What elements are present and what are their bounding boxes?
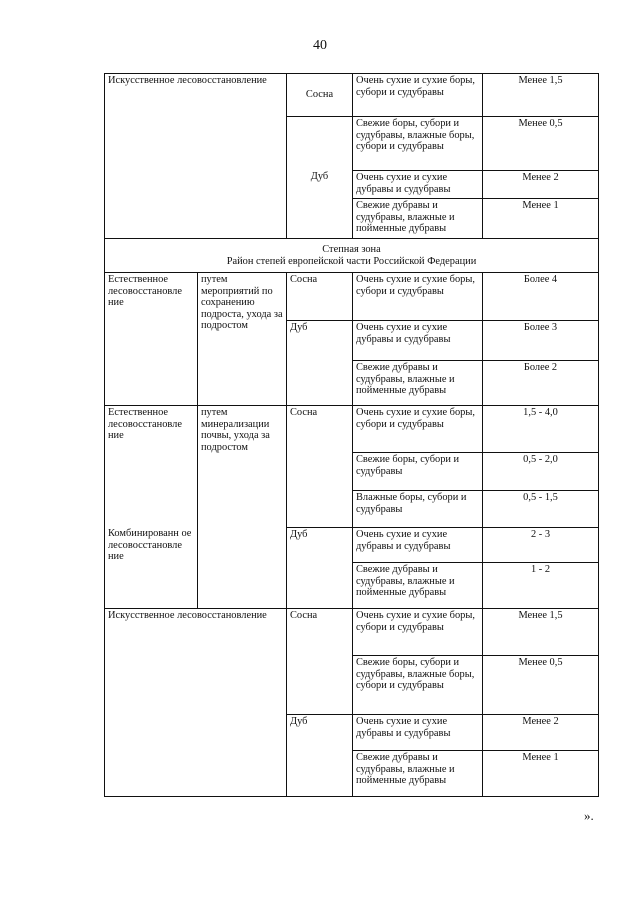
species-cell: Дуб — [287, 528, 353, 609]
value-cell: Менее 0,5 — [483, 656, 599, 715]
species-cell: Сосна — [287, 609, 353, 715]
species-cell — [287, 117, 353, 239]
measure-cell: путем минерализации почвы, ухода за подростом — [198, 406, 287, 609]
value-cell: Менее 1 — [483, 199, 599, 239]
forest-type-cell: Влажные боры, субори и судубравы — [353, 491, 483, 528]
method-label-combined: Комбинированн ое лесовосстановле ние — [108, 528, 192, 563]
value-cell: 0,5 - 2,0 — [483, 453, 599, 491]
value-cell: 0,5 - 1,5 — [483, 491, 599, 528]
species-cell: Сосна — [287, 74, 353, 117]
forest-type-cell: Очень сухие и сухие дубравы и судубравы — [353, 715, 483, 751]
method-label: Естественное лесовосстановле ние — [108, 407, 182, 442]
page-number: 40 — [313, 38, 327, 53]
value-cell: Менее 2 — [483, 715, 599, 751]
forest-type-cell: Свежие боры, субори и судубравы, влажные боры, субори и судубравы — [353, 117, 483, 171]
zone-title: Степная зона — [322, 243, 381, 255]
method-cell: Искусственное лесовосстановление — [105, 609, 287, 797]
value-cell: 1 - 2 — [483, 563, 599, 609]
method-cell — [105, 406, 198, 609]
value-cell: Менее 0,5 — [483, 117, 599, 171]
forest-type-cell: Свежие дубравы и судубравы, влажные и пойменные дубравы — [353, 361, 483, 406]
table-row — [105, 273, 599, 321]
method-cell: Естественное лесовосстановле ние — [105, 273, 198, 406]
forest-type-cell: Свежие дубравы и судубравы, влажные и пойменные дубравы — [353, 199, 483, 239]
value-cell: Менее 2 — [483, 171, 599, 199]
value-cell: Более 2 — [483, 361, 599, 406]
species-label: Дуб — [310, 171, 329, 183]
forest-type-cell: Очень сухие и сухие дубравы и судубравы — [353, 321, 483, 361]
forest-type-cell: Очень сухие и сухие боры, субори и судубравы — [353, 609, 483, 656]
forest-type-cell: Свежие боры, субори и судубравы, влажные боры, субори и судубравы — [353, 656, 483, 715]
value-cell: Более 4 — [483, 273, 599, 321]
species-cell: Сосна — [287, 273, 353, 321]
value-cell: Менее 1,5 — [483, 74, 599, 117]
table-row — [105, 74, 599, 117]
method-cell: Искусственное лесовосстановление — [105, 74, 287, 239]
table-row — [105, 609, 599, 656]
zone-subtitle: Район степей европейской части Российской Федерации — [226, 255, 477, 267]
forest-type-cell: Очень сухие и сухие боры, субори и судубравы — [353, 273, 483, 321]
forest-type-cell: Свежие боры, субори и судубравы — [353, 453, 483, 491]
value-cell: Менее 1 — [483, 751, 599, 797]
closing-quote: ». — [584, 808, 594, 823]
forest-type-cell: Очень сухие и сухие боры, субори и судубравы — [353, 406, 483, 453]
species-cell: Дуб — [287, 715, 353, 797]
value-cell: Более 3 — [483, 321, 599, 361]
forest-type-cell: Очень сухие и сухие дубравы и судубравы — [353, 528, 483, 563]
regulation-table — [104, 73, 599, 797]
table-row — [105, 406, 599, 453]
species-cell: Сосна — [287, 406, 353, 528]
value-cell: 2 - 3 — [483, 528, 599, 563]
value-cell: 1,5 - 4,0 — [483, 406, 599, 453]
species-cell: Дуб — [287, 321, 353, 406]
measure-cell: путем мероприятий по сохранению подроста, ухода за подростом — [198, 273, 287, 406]
forest-type-cell: Очень сухие и сухие дубравы и судубравы — [353, 171, 483, 199]
zone-header-row — [105, 239, 599, 273]
forest-type-cell: Свежие дубравы и судубравы, влажные и пойменные дубравы — [353, 751, 483, 797]
forest-type-cell: Очень сухие и сухие боры, субори и судубравы — [353, 74, 483, 117]
value-cell: Менее 1,5 — [483, 609, 599, 656]
forest-type-cell: Свежие дубравы и судубравы, влажные и пойменные дубравы — [353, 563, 483, 609]
zone-header — [105, 239, 599, 273]
